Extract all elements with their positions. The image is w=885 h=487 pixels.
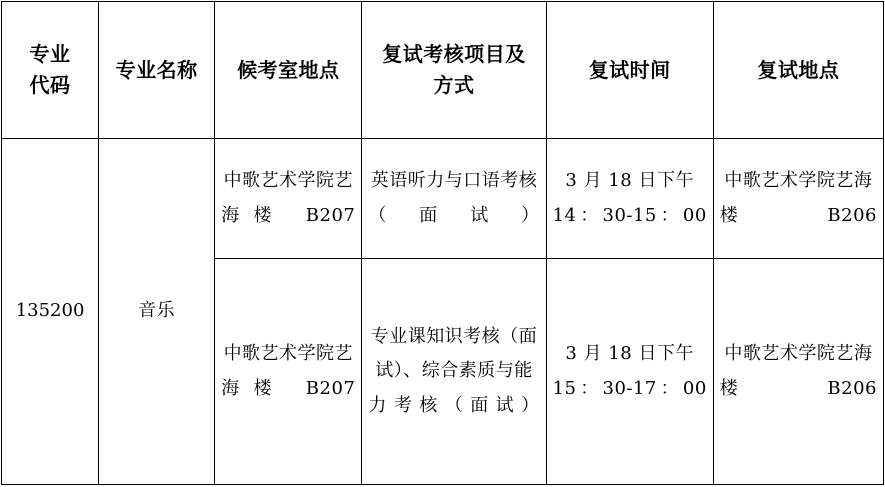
exam-schedule-table (1, 1, 884, 485)
table-header-row (2, 2, 884, 139)
header-major-code (2, 2, 99, 139)
header-exam-item (362, 2, 546, 139)
cell-exam-place-1: 中歌艺术学院艺海楼 B206 (713, 139, 883, 259)
header-exam-time (546, 2, 713, 139)
header-major-code-line2: 代码 (29, 73, 71, 97)
cell-exam-time-2: 3 月 18 日下午 15：30-17：00 (546, 259, 713, 485)
header-exam-place-line1: 复试地点 (757, 57, 840, 82)
header-major-code-line1: 专业 (29, 42, 71, 66)
header-exam-time-line1: 复试时间 (588, 57, 671, 82)
header-exam-item-line1: 复试考核项目及 (382, 42, 526, 66)
cell-major-name: 音乐 (99, 139, 215, 485)
header-waiting-room (215, 2, 362, 139)
header-waiting-room-line1: 候考室地点 (237, 57, 340, 82)
table-row (2, 139, 884, 259)
document-page (0, 1, 885, 487)
header-major-name-line1: 专业名称 (115, 57, 198, 82)
cell-waiting-room-2: 中歌艺术学院艺海楼 B207 (215, 259, 362, 485)
cell-exam-item-1: 英语听力与口语考核（面试） (362, 139, 546, 259)
cell-exam-time-1: 3 月 18 日下午 14：30-15：00 (546, 139, 713, 259)
cell-major-code: 135200 (2, 139, 99, 485)
header-exam-place (713, 2, 883, 139)
header-major-name (99, 2, 215, 139)
cell-exam-place-2: 中歌艺术学院艺海楼 B206 (713, 259, 883, 485)
header-exam-item-line2: 方式 (433, 73, 475, 97)
cell-exam-item-2: 专业课知识考核（面试）、综合素质与能力考核（面试） (362, 259, 546, 485)
cell-waiting-room-1: 中歌艺术学院艺海楼 B207 (215, 139, 362, 259)
